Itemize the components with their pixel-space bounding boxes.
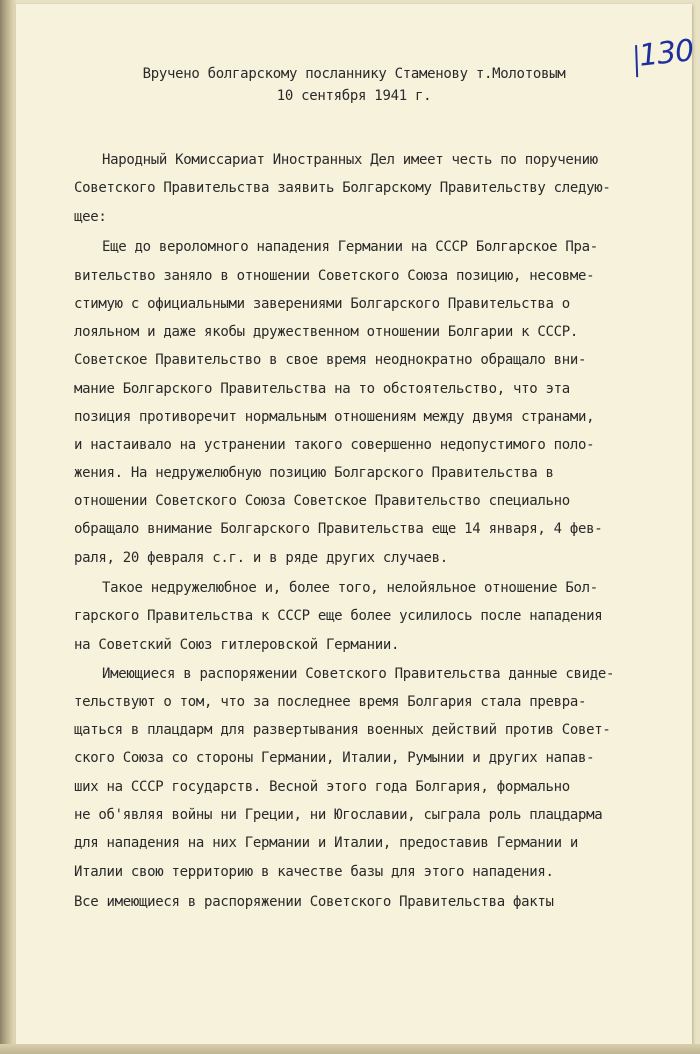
text-line: раля, 20 февраля с.г. и в ряде других случаев.: [74, 550, 448, 566]
text-line: позиция противоречит нормальным отношениям между двумя странами,: [74, 409, 595, 425]
text-line: Советское Правительство в свое время неоднократно обращало вни-: [74, 352, 587, 368]
text-line: лояльном и даже якобы дружественном отношении Болгарии к СССР.: [74, 324, 578, 340]
text-line: жения. На недружелюбную позицию Болгарского Правительства в: [74, 465, 554, 481]
text-line: на Советский Союз гитлеровской Германии.: [74, 637, 400, 653]
text-line: Все имеющиеся в распоряжении Советского Правительства факты: [74, 894, 554, 910]
text-line: Еще до вероломного нападения Германии на СССР Болгарское Пра-: [102, 239, 598, 255]
text-line: гарского Правительства к СССР еще более усилилось после нападения: [74, 608, 603, 624]
text-line: обращало внимание Болгарского Правительства еще 14 января, 4 фев-: [74, 521, 603, 537]
text-line: щаться в плацдарм для развертывания военных действий против Совет-: [74, 722, 611, 738]
text-line: отношении Советского Союза Советское Правительство специально: [74, 493, 570, 509]
text-line: тельствуют о том, что за последнее время Болгария стала превра-: [74, 694, 587, 710]
text-line: Имеющиеся в распоряжении Советского Правительства данные свиде-: [102, 666, 615, 682]
text-line: ского Союза со стороны Германии, Италии, Румынии и других напав-: [74, 750, 595, 766]
text-line: Народный Комиссариат Иностранных Дел имеет честь по поручению: [102, 152, 598, 168]
delivery-note-date: 10 сентября 1941 г.: [276, 88, 432, 104]
text-line: Такое недружелюбное и, более того, нелойяльное отношение Бол-: [102, 580, 598, 596]
text-line: Италии свою территорию в качестве базы для этого нападения.: [74, 864, 554, 880]
text-line: щее:: [74, 209, 107, 225]
text-line: ших на СССР государств. Весной этого года Болгария, формально: [74, 779, 570, 795]
text-line: не об'являя войны ни Греции, ни Югославии, сыграла роль плацдарма: [74, 807, 603, 823]
text-line: и настаивало на устранении такого совершенно недопустимого поло-: [74, 437, 595, 453]
document-page: [16, 4, 695, 1044]
text-line: Советского Правительства заявить Болгарскому Правительству следую-: [74, 180, 611, 196]
text-line: для нападения на них Германии и Италии, предоставив Германии и: [74, 835, 578, 851]
page-bottom-edge: [0, 1044, 700, 1054]
handwritten-folio-number: 130: [637, 33, 695, 74]
text-line: стимую с официальными заверениями Болгарского Правительства о: [74, 296, 570, 312]
delivery-note-line-1: Вручено болгарскому посланнику Стаменову т.Молотовым: [142, 66, 566, 82]
text-line: мание Болгарского Правительства на то обстоятельство, что эта: [74, 381, 570, 397]
text-line: вительство заняло в отношении Советского Союза позицию, несовме-: [74, 268, 595, 284]
